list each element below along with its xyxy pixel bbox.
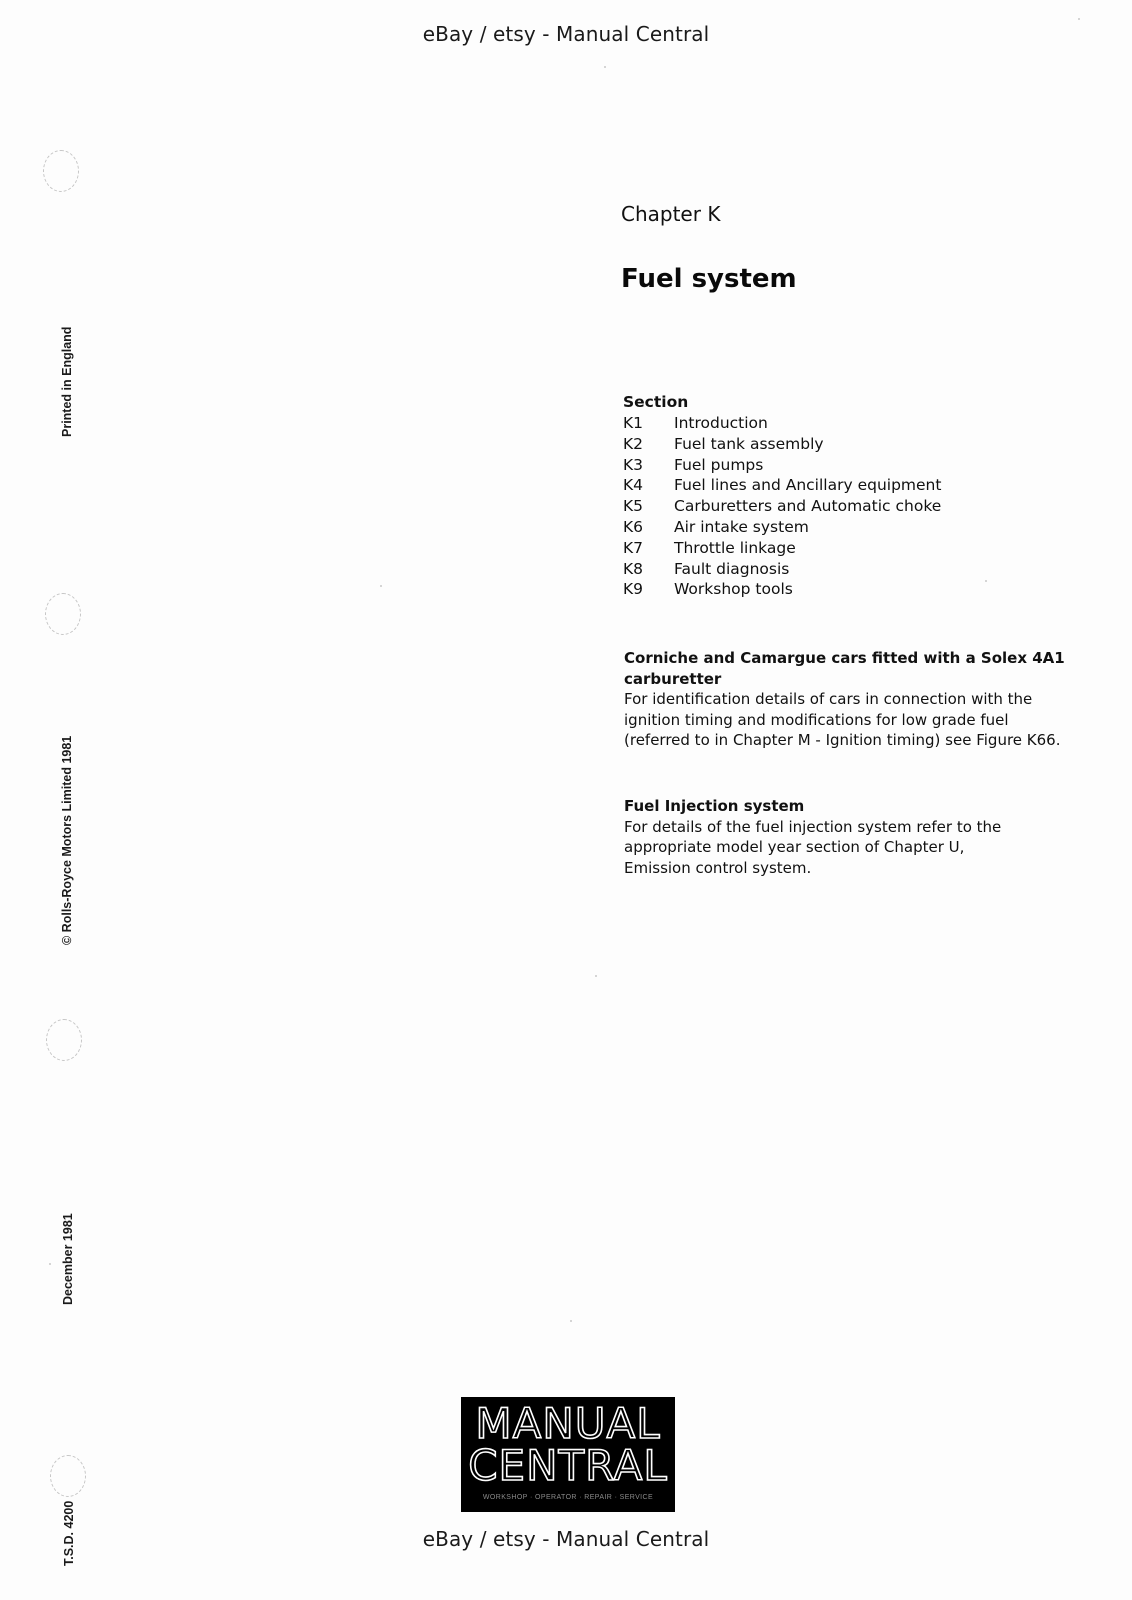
section-row <box>623 496 941 517</box>
watermark-top: eBay / etsy - Manual Central <box>422 22 710 46</box>
note-title: Corniche and Camargue cars fitted with a Solex 4A1 carburetter <box>624 649 1065 688</box>
manual-central-logo <box>461 1397 675 1512</box>
publication-date: December 1981 <box>61 1213 75 1305</box>
section-row <box>623 413 941 434</box>
section-title: Fuel pumps <box>674 455 764 474</box>
section-code: K2 <box>623 434 644 453</box>
printed-in-label: Printed in England <box>60 326 74 437</box>
document-number: T.S.D. 4200 <box>62 1500 76 1566</box>
section-code: K4 <box>623 476 644 495</box>
note-title: Fuel Injection system <box>624 797 805 815</box>
note-fuel-injection <box>624 796 1024 878</box>
section-title: Air intake system <box>674 517 809 536</box>
section-row <box>623 517 941 538</box>
section-code: K9 <box>623 580 644 599</box>
section-code: K1 <box>623 414 644 432</box>
note-body: For identification details of cars in connection with the ignition timing and modifications for low grade fuel (referred to in Chapter M - Ignition timing) see Figure K66. <box>624 690 1061 750</box>
scan-speck <box>595 975 597 977</box>
chapter-title: Fuel system <box>621 264 797 294</box>
note-body: For details of the fuel injection system refer to the appropriate model year section of Chapter U, Emission control system. <box>624 817 1002 877</box>
watermark-bottom: eBay / etsy - Manual Central <box>422 1527 710 1551</box>
section-row <box>623 455 941 476</box>
section-title: Workshop tools <box>674 580 793 599</box>
section-code: K3 <box>623 455 644 474</box>
punch-hole-icon <box>50 1455 86 1497</box>
section-title: Fuel lines and Ancillary equipment <box>674 476 942 495</box>
section-row <box>623 579 941 600</box>
section-row <box>623 475 941 496</box>
scan-speck <box>604 66 606 68</box>
section-code: K5 <box>623 497 644 516</box>
section-title: Fault diagnosis <box>674 559 790 578</box>
section-heading: Section <box>623 393 689 411</box>
logo-tagline: WORKSHOP · OPERATOR · REPAIR · SERVICE <box>482 1494 654 1501</box>
scan-speck <box>1078 18 1080 20</box>
note-solex-carburetter <box>624 648 1074 751</box>
section-title: Fuel tank assembly <box>674 434 824 453</box>
punch-hole-icon <box>45 593 81 635</box>
section-code: K7 <box>623 538 644 557</box>
copyright-notice: © Rolls-Royce Motors Limited 1981 <box>60 735 74 945</box>
scan-speck <box>985 580 987 582</box>
logo-line-1: MANUAL <box>475 1399 661 1448</box>
section-index <box>623 392 941 600</box>
section-row <box>623 434 941 455</box>
scan-speck <box>570 1320 572 1322</box>
section-row <box>623 538 941 559</box>
chapter-label: Chapter K <box>621 202 721 226</box>
section-row <box>623 559 941 580</box>
section-title: Introduction <box>674 414 768 432</box>
section-code: K6 <box>623 517 644 536</box>
punch-hole-icon <box>46 1019 82 1061</box>
punch-hole-icon <box>43 150 79 192</box>
scan-speck <box>49 1263 51 1265</box>
section-title: Throttle linkage <box>674 538 796 557</box>
logo-line-2: CENTRAL <box>468 1441 668 1490</box>
scan-speck <box>380 585 382 587</box>
section-code: K8 <box>623 559 644 578</box>
section-title: Carburetters and Automatic choke <box>674 497 942 516</box>
